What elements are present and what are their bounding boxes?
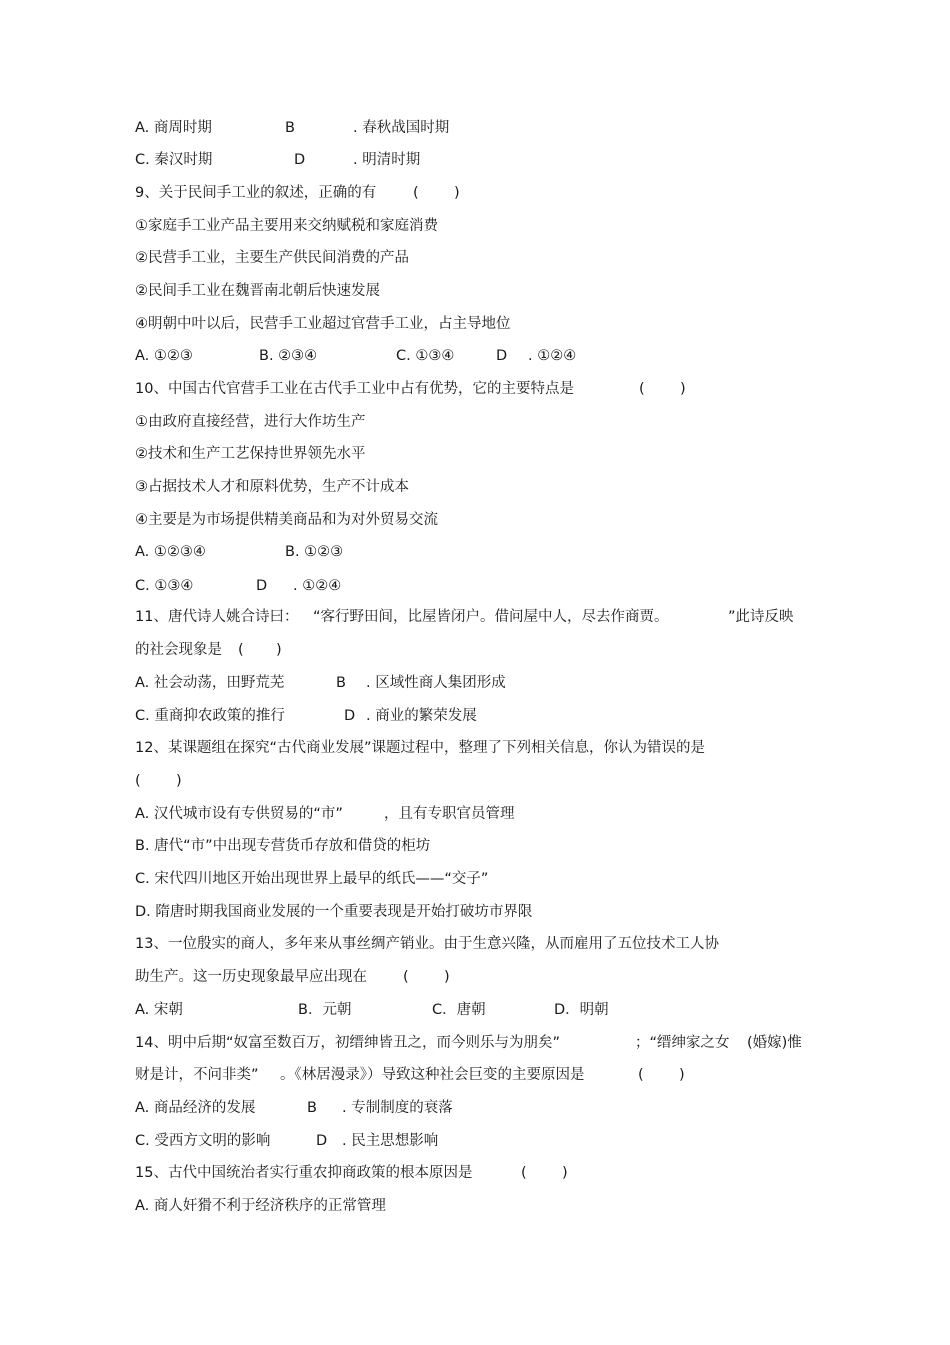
option-text: C. 宋代四川地区开始出现世界上最早的纸氏——“交子” (135, 871, 489, 887)
answer-bracket: ( (135, 773, 141, 789)
question-text: 14、明中后期“奴富至数百万，初缙绅皆丑之，而今则乐与为朋矣” (135, 1035, 560, 1051)
option-text: ，且有专职官员管理 (384, 806, 515, 822)
answer-bracket: ( (639, 381, 645, 397)
option-text: . 商业的繁荣发展 (366, 708, 477, 724)
question-text: 12、某课题组在探究“古代商业发展”课题过程中，整理了下列相关信息，你认为错误的是 (135, 740, 705, 756)
option-text: . 春秋战国时期 (353, 120, 450, 136)
option-text: D．明朝 (554, 1002, 609, 1018)
option-text: A. ①②③④ (135, 544, 206, 560)
option-text: C. ①③④ (135, 578, 194, 594)
option-text: . ①②④ (528, 348, 577, 364)
answer-bracket: ) (679, 1067, 685, 1083)
statement-text: ②技术和生产工艺保持世界领先水平 (135, 446, 366, 462)
option-text: B (336, 675, 346, 691)
question-text: ”此诗反映 (728, 609, 794, 625)
question-text: 11、唐代诗人姚合诗曰： (135, 609, 299, 625)
question-text: 15、古代中国统治者实行重农抑商政策的根本原因是 (135, 1165, 473, 1181)
answer-bracket: ) (562, 1165, 568, 1181)
option-text: D (294, 152, 306, 168)
statement-text: ①家庭手工业产品主要用来交纳赋税和家庭消费 (135, 218, 438, 234)
option-text: A. 汉代城市设有专供贸易的“市” (135, 806, 343, 822)
answer-bracket: ( (413, 185, 419, 201)
question-text: “客行野田间，比屋皆闭户。借问屋中人，尽去作商贾。 (313, 609, 669, 625)
question-text: 助生产。这一历史现象最早应出现在 (135, 969, 367, 985)
answer-bracket: ) (276, 642, 282, 658)
option-text: D (316, 1133, 328, 1149)
question-text: (婚嫁)惟 (747, 1035, 802, 1051)
option-text: A. 社会动荡，田野荒芜 (135, 675, 285, 691)
statement-text: ③占据技术人才和原料优势，生产不计成本 (135, 479, 409, 495)
answer-bracket: ) (176, 773, 182, 789)
statement-text: ④明朝中叶以后，民营手工业超过官营手工业，占主导地位 (135, 316, 511, 332)
question-text: 财是计，不问非类” (135, 1067, 259, 1083)
statement-text: ①由政府直接经营，进行大作坊生产 (135, 414, 366, 430)
question-text: 。《林居漫录》）导致这种社会巨变的主要原因是 (280, 1067, 585, 1083)
statement-text: ②民间手工业在魏晋南北朝后快速发展 (135, 283, 380, 299)
answer-bracket: ) (444, 969, 450, 985)
option-text: B. ②③④ (259, 348, 318, 364)
option-text: C. ①③④ (396, 348, 455, 364)
statement-text: ②民营手工业，主要生产供民间消费的产品 (135, 250, 409, 266)
option-text: . 明清时期 (353, 152, 421, 168)
option-text: C. 重商抑农政策的推行 (135, 708, 285, 724)
option-text: . 专制制度的衰落 (342, 1100, 453, 1116)
answer-bracket: ( (403, 969, 409, 985)
question-text: 9、关于民间手工业的叙述，正确的有 (135, 185, 377, 201)
question-text: 10、中国古代官营手工业在古代手工业中占有优势，它的主要特点是 (135, 381, 574, 397)
option-text: C. 受西方文明的影响 (135, 1133, 271, 1149)
question-text: 13、一位殷实的商人，多年来从事丝绸产销业。由于生意兴隆，从而雇用了五位技术工人协 (135, 936, 719, 952)
option-text: B．元朝 (298, 1002, 352, 1018)
question-text: ；“缙绅家之女 (635, 1035, 730, 1051)
option-text: D (256, 578, 268, 594)
option-text: D. 隋唐时期我国商业发展的一个重要表现是开始打破坊市界限 (135, 904, 533, 920)
option-text: B (307, 1100, 317, 1116)
option-text: C．唐朝 (432, 1002, 486, 1018)
option-text: C. 秦汉时期 (135, 152, 213, 168)
option-text: A. 商人奸猾不利于经济秩序的正常管理 (135, 1198, 386, 1214)
option-text: . 民主思想影响 (342, 1133, 439, 1149)
answer-bracket: ) (454, 185, 460, 201)
option-text: D (344, 708, 356, 724)
answer-bracket: ( (638, 1067, 644, 1083)
option-text: . 区域性商人集团形成 (366, 675, 506, 691)
option-text: B (285, 120, 295, 136)
option-text: B. 唐代“市”中出现专营货币存放和借贷的柜坊 (135, 838, 431, 854)
answer-bracket: ) (680, 381, 686, 397)
option-text: A. 宋朝 (135, 1002, 183, 1018)
text-line (135, 1197, 386, 1251)
question-text: 的社会现象是 (135, 642, 222, 658)
option-text: D (496, 348, 508, 364)
answer-bracket: ( (238, 642, 244, 658)
option-text: . ①②④ (293, 578, 342, 594)
option-text: B. ①②③ (285, 544, 344, 560)
answer-bracket: ( (521, 1165, 527, 1181)
option-text: A. ①②③ (135, 348, 193, 364)
option-text: A. 商品经济的发展 (135, 1100, 256, 1116)
option-text: A. 商周时期 (135, 120, 212, 136)
statement-text: ④主要是为市场提供精美商品和为对外贸易交流 (135, 512, 438, 528)
